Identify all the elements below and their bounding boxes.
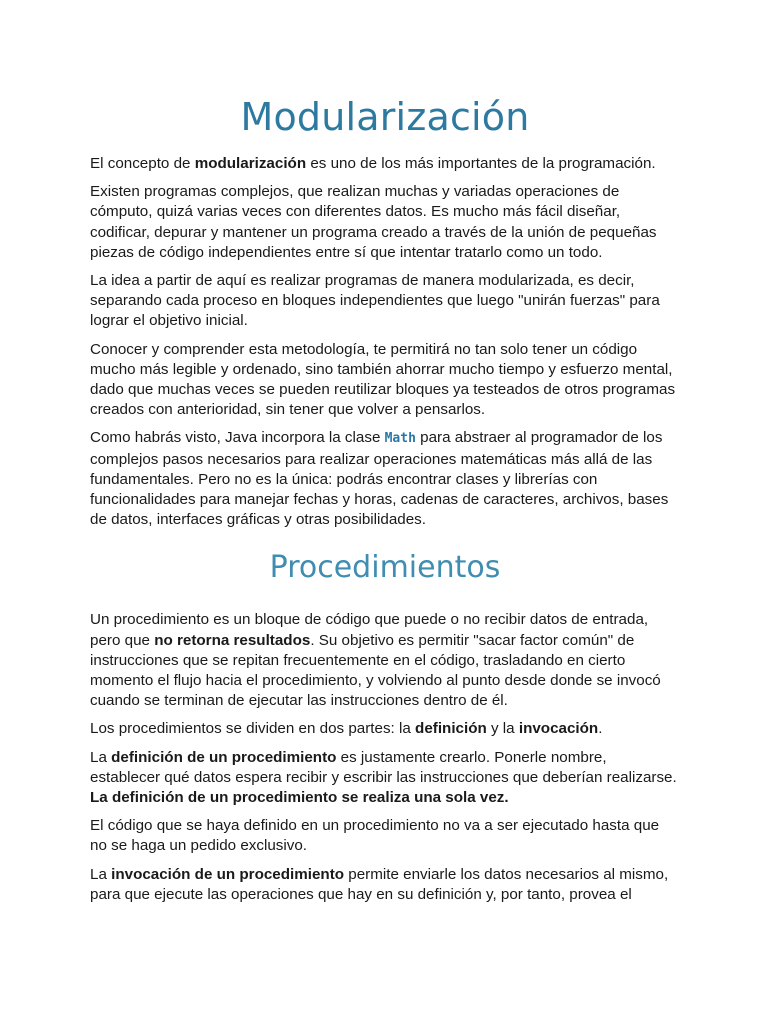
text-span: es uno de los más importantes de la programación. <box>306 155 656 172</box>
bold-invocacion-procedimiento: invocación de un procedimiento <box>111 865 345 883</box>
paragraph-idea: La idea a partir de aquí es realizar programas de manera modularizada, es decir, separando cada proceso en bloques independientes que luego "unirán fuerzas" para lograr el objetivo inicial. <box>90 272 660 330</box>
text-span: La <box>90 748 112 766</box>
text-span: Como habrás visto, Java incorpora la clase <box>90 429 385 447</box>
code-math: Math <box>384 431 416 447</box>
paragraph-concepto <box>90 154 680 174</box>
text-span: permite enviarle los datos necesarios al mismo, para que ejecute las operaciones que hay en su definición y, por tanto, provea el <box>90 865 669 903</box>
text-span: . <box>598 720 603 738</box>
paragraph-definicion <box>90 748 680 809</box>
paragraph-partes <box>90 719 680 739</box>
bold-definicion: definición <box>415 720 487 738</box>
paragraph-metodologia: Conocer y comprender esta metodología, te permitirá no tan solo tener un código mucho más legible y ordenado, sino también ahorrar mucho tiempo y esfuerzo mental, dado que muchas veces se pueden reutilizar bloques ya testeados de otros programas creados con anterioridad, sin tener que volver a pensarlos. <box>90 340 676 419</box>
text-span: El concepto de <box>90 155 195 172</box>
bold-definicion-procedimiento: definición de un procedimiento <box>111 748 337 766</box>
paragraph-codigo-definido: El código que se haya definido en un procedimiento no va a ser ejecutado hasta que no se haga un pedido exclusivo. <box>90 817 660 855</box>
heading-modularizacion: Modularización <box>240 95 530 139</box>
bold-invocacion: invocación <box>518 720 599 738</box>
text-span: para abstraer al programador de los complejos pasos necesarios para realizar operaciones matemáticas más allá de las fundamentales. Pero no es la única: podrás encontrar clases y librerías con funcionalidades para manejar fechas y horas, cadenas de caracteres, archivos, bases de datos, interfaces gráficas y otras posibilidades. <box>90 429 669 529</box>
text-span: es justamente crearlo. Ponerle nombre, establecer qué datos espera recibir y escribir las instrucciones que deberían realizarse. <box>90 748 677 786</box>
text-span: Un procedimiento es un bloque de código que puede o no recibir datos de entrada, pero que <box>90 611 649 649</box>
bold-no-retorna: no retorna resultados <box>154 631 311 649</box>
paragraph-invocacion <box>90 865 680 905</box>
bold-una-sola-vez: La definición de un procedimiento se realiza una sola vez. <box>90 789 509 807</box>
paragraph-java-math <box>90 428 680 530</box>
text-span: . Su objetivo es permitir "sacar factor común" de instrucciones que se repitan frecuentemente en el código, trasladando en cierto momento el flujo hacia el procedimiento, y volviendo al punto desde donde se invocó cuando se terminan de ejecutar las instrucciones dentro de él. <box>90 631 661 710</box>
paragraph-programas-complejos: Existen programas complejos, que realizan muchas y variadas operaciones de cómputo, quizá varias veces con diferentes datos. Es mucho más fácil diseñar, codificar, depurar y mantener un programa creado a través de la unión de pequeñas piezas de código independientes entre sí que intentar tratarlo como un todo. <box>90 183 657 261</box>
text-span: Los procedimientos se dividen en dos partes: la <box>90 720 416 738</box>
text-span: La <box>90 865 112 883</box>
bold-modularizacion: modularización <box>194 155 307 172</box>
text-span: y la <box>486 720 519 738</box>
heading-procedimientos: Procedimientos <box>269 550 501 586</box>
paragraph-procedimiento-def <box>90 610 680 711</box>
